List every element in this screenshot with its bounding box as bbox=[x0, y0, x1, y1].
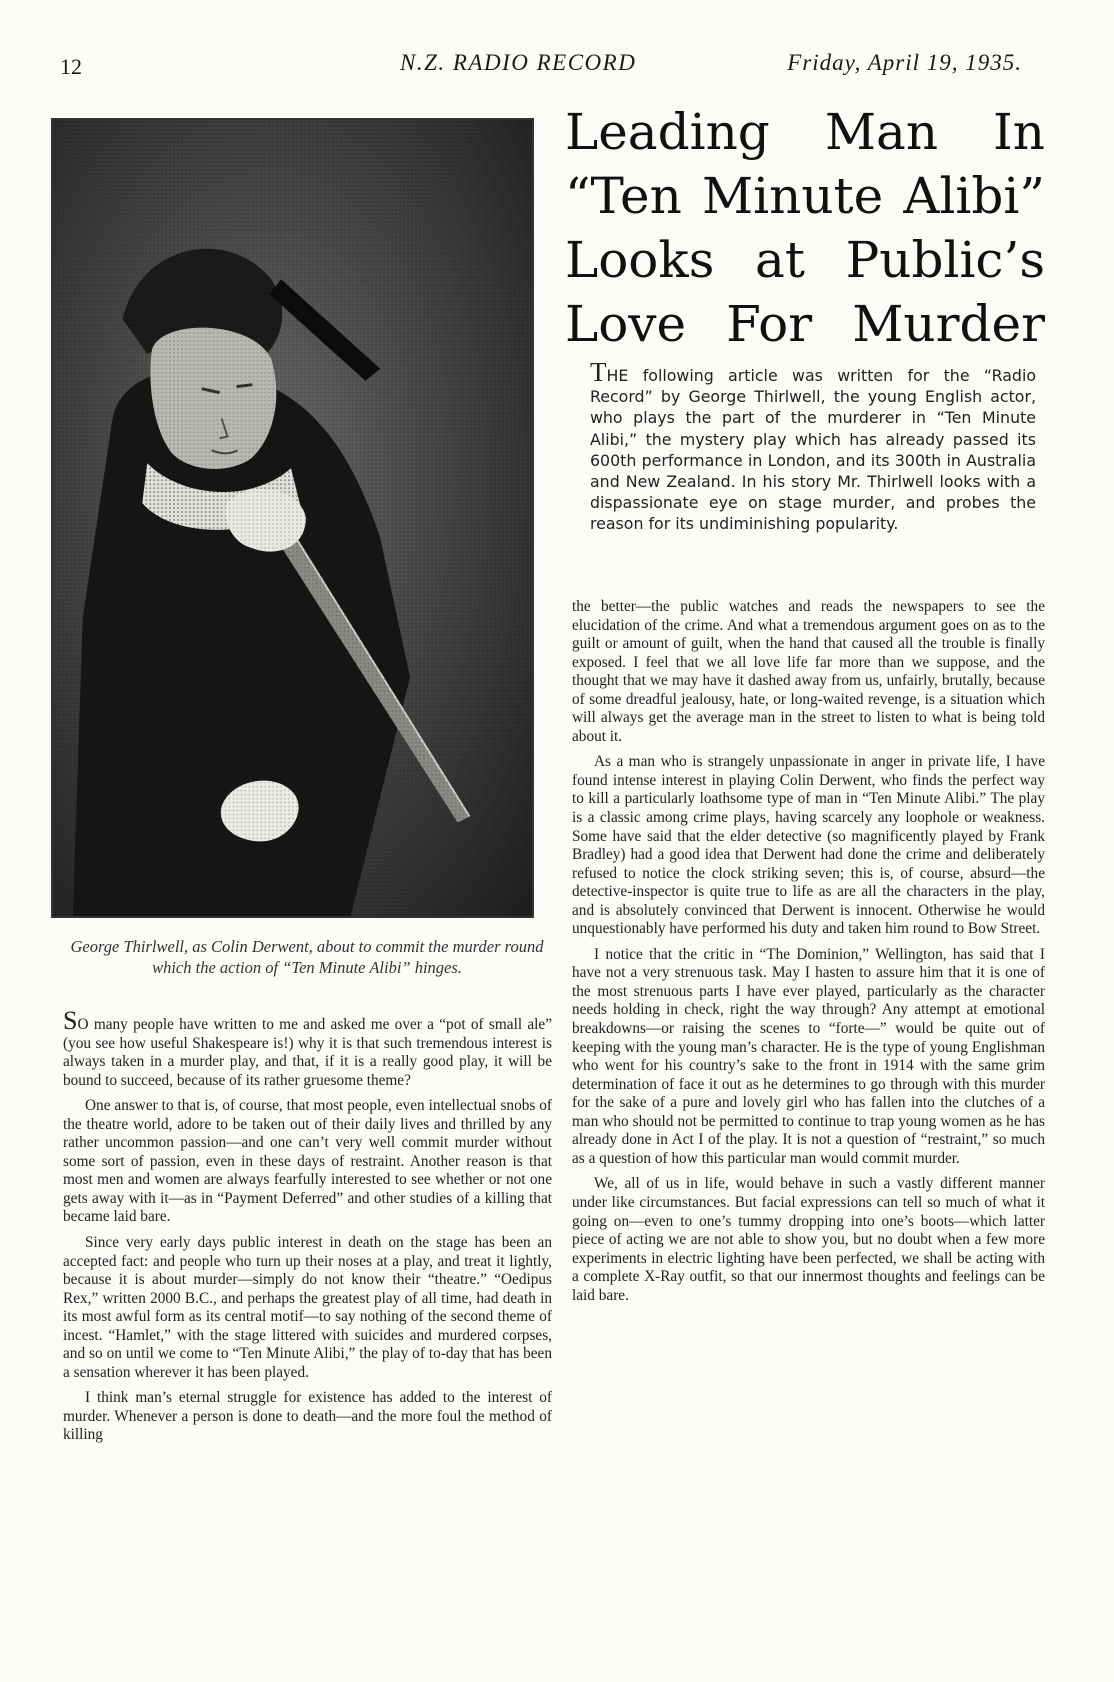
standfirst-text: HE following article was written for the “Radio Record” by George Thirlwell, the young English actor, who plays the part of the murderer in “Ten Minute Alibi,” the mystery play which has already passed its 600th performance in London, and its 300th in Australia and New Zealand. In his story Mr. Thirlwell looks with a dispassionate eye on stage murder, and probes the reason for its undiminishing popularity. bbox=[590, 366, 1036, 534]
paragraph: I notice that the critic in “The Dominion,” Wellington, has said that I have not a very strenuous task. May I hasten to assure him that it is one of the most strenuous parts I have ever played, particularly as the character needs holding in check, right the way through? Any attempt at emotional breakdowns—or raising the scenes to “forte—” would be quite out of keeping with the young man’s character. He is the type of young Englishman who went for his country’s sake to the front in 1914 with the same grim determination of face it out as he determines to go through with this murder for the sake of a pure and lovely girl who has fallen into the clutches of a man who should not be permitted to continue to trap young women as he has already done in Act I of the play. It is not a question of “restraint,” so much as a question of how this particular man would commit murder. bbox=[572, 945, 1045, 1167]
headline-line-2: “Ten Minute Alibi” bbox=[565, 167, 1045, 225]
page-number: 12 bbox=[60, 54, 82, 79]
headline-line-3: Looks at Public’s bbox=[565, 231, 1045, 289]
headline-line-1: Leading Man In bbox=[565, 103, 1045, 161]
actor-photograph bbox=[51, 118, 534, 918]
right-column bbox=[572, 598, 1045, 1312]
issue-date: Friday, April 19, 1935. bbox=[787, 50, 1022, 75]
left-column bbox=[63, 1006, 552, 1452]
paragraph: One answer to that is, of course, that most people, even intellectual snobs of the theatre world, adore to be taken out of their daily lives and thrilled by any rather uncommon passion—and one can’t very well commit murder without some sort of passion, even in these days of restraint. Another reason is that most men and women are always fearfully interested to see whether or not one gets away with it—as in “Payment Deferred” and other studies of a killing that became laid bare. bbox=[63, 1097, 552, 1226]
paragraph: I think man’s eternal struggle for existence has added to the interest of murder. Whenever a person is done to death—and the more foul the method of killing bbox=[63, 1389, 552, 1444]
paragraph: As a man who is strangely unpassionate in anger in private life, I have found intense interest in playing Colin Derwent, who finds the perfect way to kill a particularly loathsome type of man in “Ten Minute Alibi.” The play is a classic among crime plays, having scarcely any loophole or weakness. Some have said that the elder detective (so magnificently played by Frank Bradley) had a good idea that Derwent had done the crime and deliberately refused to notice the clock striking seven; this is, of course, absurd—the detective-inspector is quite true to life as are all the characters in the play, and is absolutely convinced that Derwent is innocent. Otherwise he would unquestionably have performed his duty and taken him round to Bow Street. bbox=[572, 753, 1045, 938]
publication-title: N.Z. RADIO RECORD bbox=[400, 50, 637, 75]
paragraph: the better—the public watches and reads the newspapers to see the elucidation of the crime. And what a tremendous argument goes on as to the guilt or amount of guilt, when the hand that caused all the trouble is finally exposed. I feel that we all love life far more than we suppose, and the thought that we may have it dashed away from us, unfairly, brutally, because of some dreadful jealousy, hate, or long-waited revenge, is a situation which will always get the average man in the street to listen to what is being told about it. bbox=[572, 598, 1045, 745]
article-headline bbox=[565, 100, 1045, 356]
headline-line-4: Love For Murder bbox=[565, 295, 1045, 353]
paragraph-dropcap: S bbox=[63, 1006, 78, 1035]
standfirst-dropcap: T bbox=[590, 357, 607, 387]
paragraph-text: O many people have written to me and asked me over a “pot of small ale” (you see how useful Shakespeare is!) why it is that such tremendous interest is always taken in a murder play, and that, if it is a really good play, it will be bound to succeed, because of its rather gruesome theme? bbox=[63, 1016, 552, 1089]
paragraph bbox=[63, 1006, 552, 1090]
masthead bbox=[60, 50, 1050, 84]
photo-caption: George Thirlwell, as Colin Derwent, about to commit the murder round which the action of “Ten Minute Alibi” hinges. bbox=[70, 937, 544, 977]
paragraph: Since very early days public interest in death on the stage has been an accepted fact: and people who turn up their noses at a play, and treat it lightly, because it is about murder—simply do not know their “theatre.” “Oedipus Rex,” written 2000 B.C., and perhaps the greatest play of all time, had death in its most awful form as its central motif—to say nothing of the second theme of incest. “Hamlet,” with the stage littered with suicides and murdered corpses, and so on until we come to “Ten Minute Alibi,” the play of to-day that has been a sensation wherever it has been played. bbox=[63, 1234, 552, 1381]
article-standfirst bbox=[590, 357, 1036, 535]
paragraph: We, all of us in life, would behave in such a vastly different manner under like circumstances. But facial expressions can tell so much of what it going on—even to one’s tummy dropping into one’s boots—which latter piece of acting we are not able to show you, but no doubt when a few more experiments in electric lighting have been perfected, we shall be acting with a complete X-Ray outfit, so that our innermost thoughts and feelings can be laid bare. bbox=[572, 1175, 1045, 1304]
actor-photo-illustration bbox=[53, 120, 532, 916]
